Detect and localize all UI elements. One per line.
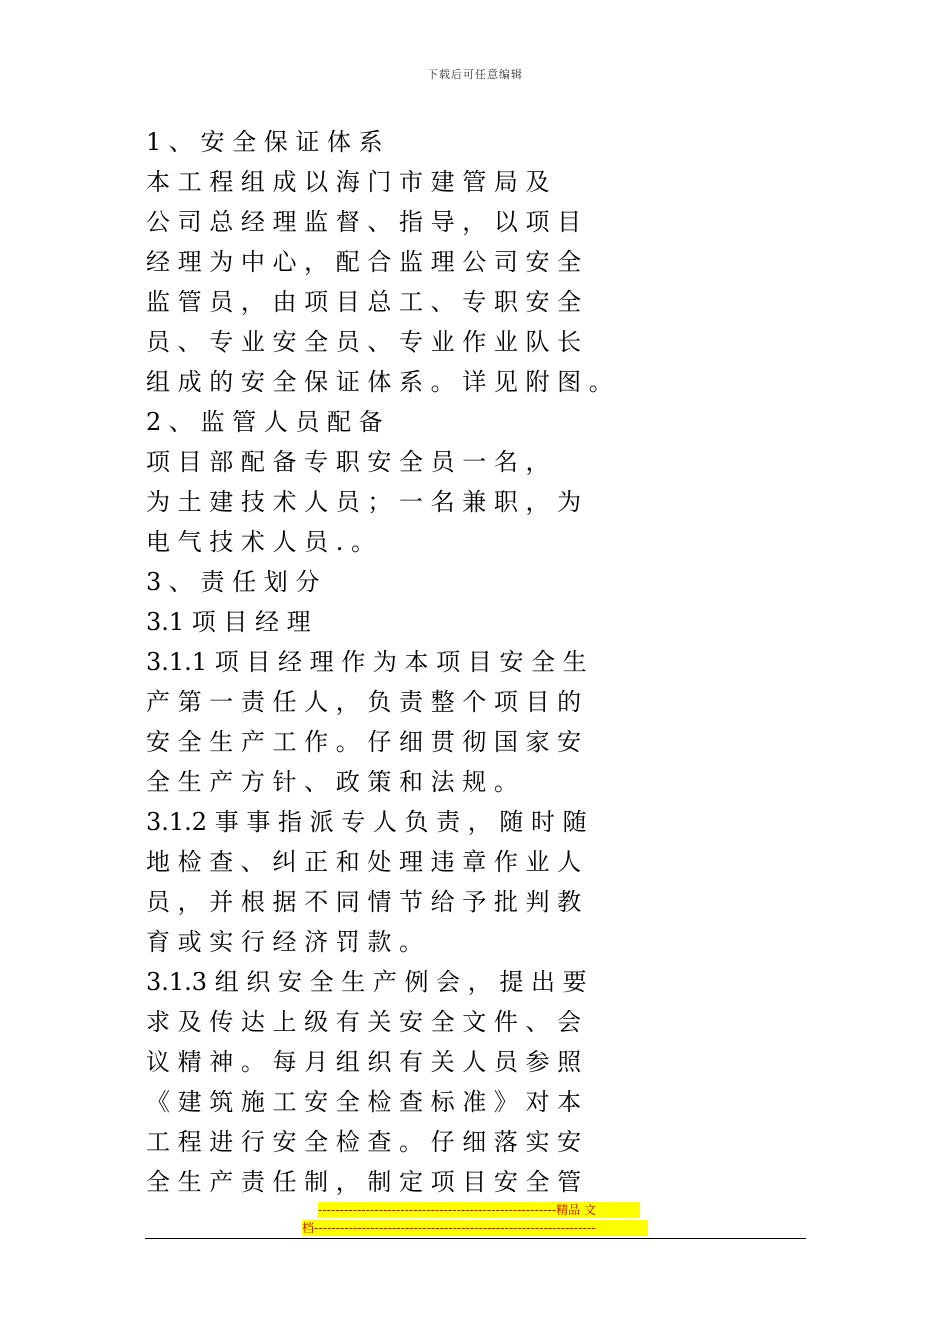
paragraph-line: 监 管 员 ， 由 项 目 总 工 、 专 职 安 全 <box>146 288 582 316</box>
paragraph-line: 安 全 生 产 工 作 。 仔 细 贯 彻 国 家 安 <box>146 728 582 756</box>
paragraph-line: 全 生 产 责 任 制 ， 制 定 项 目 安 全 管 <box>146 1168 582 1196</box>
paragraph-line: 员 ， 并 根 据 不 同 情 节 给 予 批 判 教 <box>146 888 582 916</box>
footer-divider <box>145 1238 806 1239</box>
paragraph-line: 公 司 总 经 理 监 督 、 指 导 ， 以 项 目 <box>146 208 582 236</box>
paragraph-line: 经 理 为 中 心 ， 配 合 监 理 公 司 安 全 <box>146 248 582 276</box>
paragraph-line: 求 及 传 达 上 级 有 关 安 全 文 件 、 会 <box>146 1008 582 1036</box>
paragraph-line: 电 气 技 术 人 员 . 。 <box>146 528 376 556</box>
paragraph-line: 组 成 的 安 全 保 证 体 系 。 详 见 附 图 。 <box>146 368 613 396</box>
footer-watermark-line-2: 档----------------------------------------------------------------- <box>302 1220 648 1236</box>
paragraph-line: 产 第 一 责 任 人 ， 负 责 整 个 项 目 的 <box>146 688 582 716</box>
paragraph-line: 育 或 实 行 经 济 罚 款 。 <box>146 928 424 956</box>
paragraph-line: 项 目 部 配 备 专 职 安 全 员 一 名 ， <box>146 448 550 476</box>
subsection-heading-3-1: 3.1 项 目 经 理 <box>146 608 311 636</box>
paragraph-line: 员 、 专 业 安 全 员 、 专 业 作 业 队 长 <box>146 328 582 356</box>
paragraph-line: 议 精 神 。 每 月 组 织 有 关 人 员 参 照 <box>146 1048 582 1076</box>
paragraph-line: 工 程 进 行 安 全 检 查 。 仔 细 落 实 安 <box>146 1128 582 1156</box>
paragraph-line: 《 建 筑 施 工 安 全 检 查 标 准 》 对 本 <box>146 1088 582 1116</box>
paragraph-line: 地 检 查 、 纠 正 和 处 理 违 章 作 业 人 <box>146 848 582 876</box>
paragraph-line: 3.1.2 事 事 指 派 专 人 负 责 ， 随 时 随 <box>146 808 587 836</box>
paragraph-line: 3.1.3 组 织 安 全 生 产 例 会 ， 提 出 要 <box>146 968 587 996</box>
footer-watermark-line-1: -------------------------------------------------------精品 文 <box>318 1202 640 1218</box>
section-heading-1: 1 、 安 全 保 证 体 系 <box>146 128 383 156</box>
paragraph-line: 3.1.1 项 目 经 理 作 为 本 项 目 安 全 生 <box>146 648 587 676</box>
section-heading-3: 3 、 责 任 划 分 <box>146 568 320 596</box>
section-heading-2: 2 、 监 管 人 员 配 备 <box>146 408 383 436</box>
paragraph-line: 为 土 建 技 术 人 员 ； 一 名 兼 职 ， 为 <box>146 488 582 516</box>
document-body <box>146 122 806 1202</box>
paragraph-line: 全 生 产 方 针 、 政 策 和 法 规 。 <box>146 768 518 796</box>
page-header: 下载后可任意编辑 <box>427 68 523 81</box>
paragraph-line: 本 工 程 组 成 以 海 门 市 建 管 局 及 <box>146 168 550 196</box>
